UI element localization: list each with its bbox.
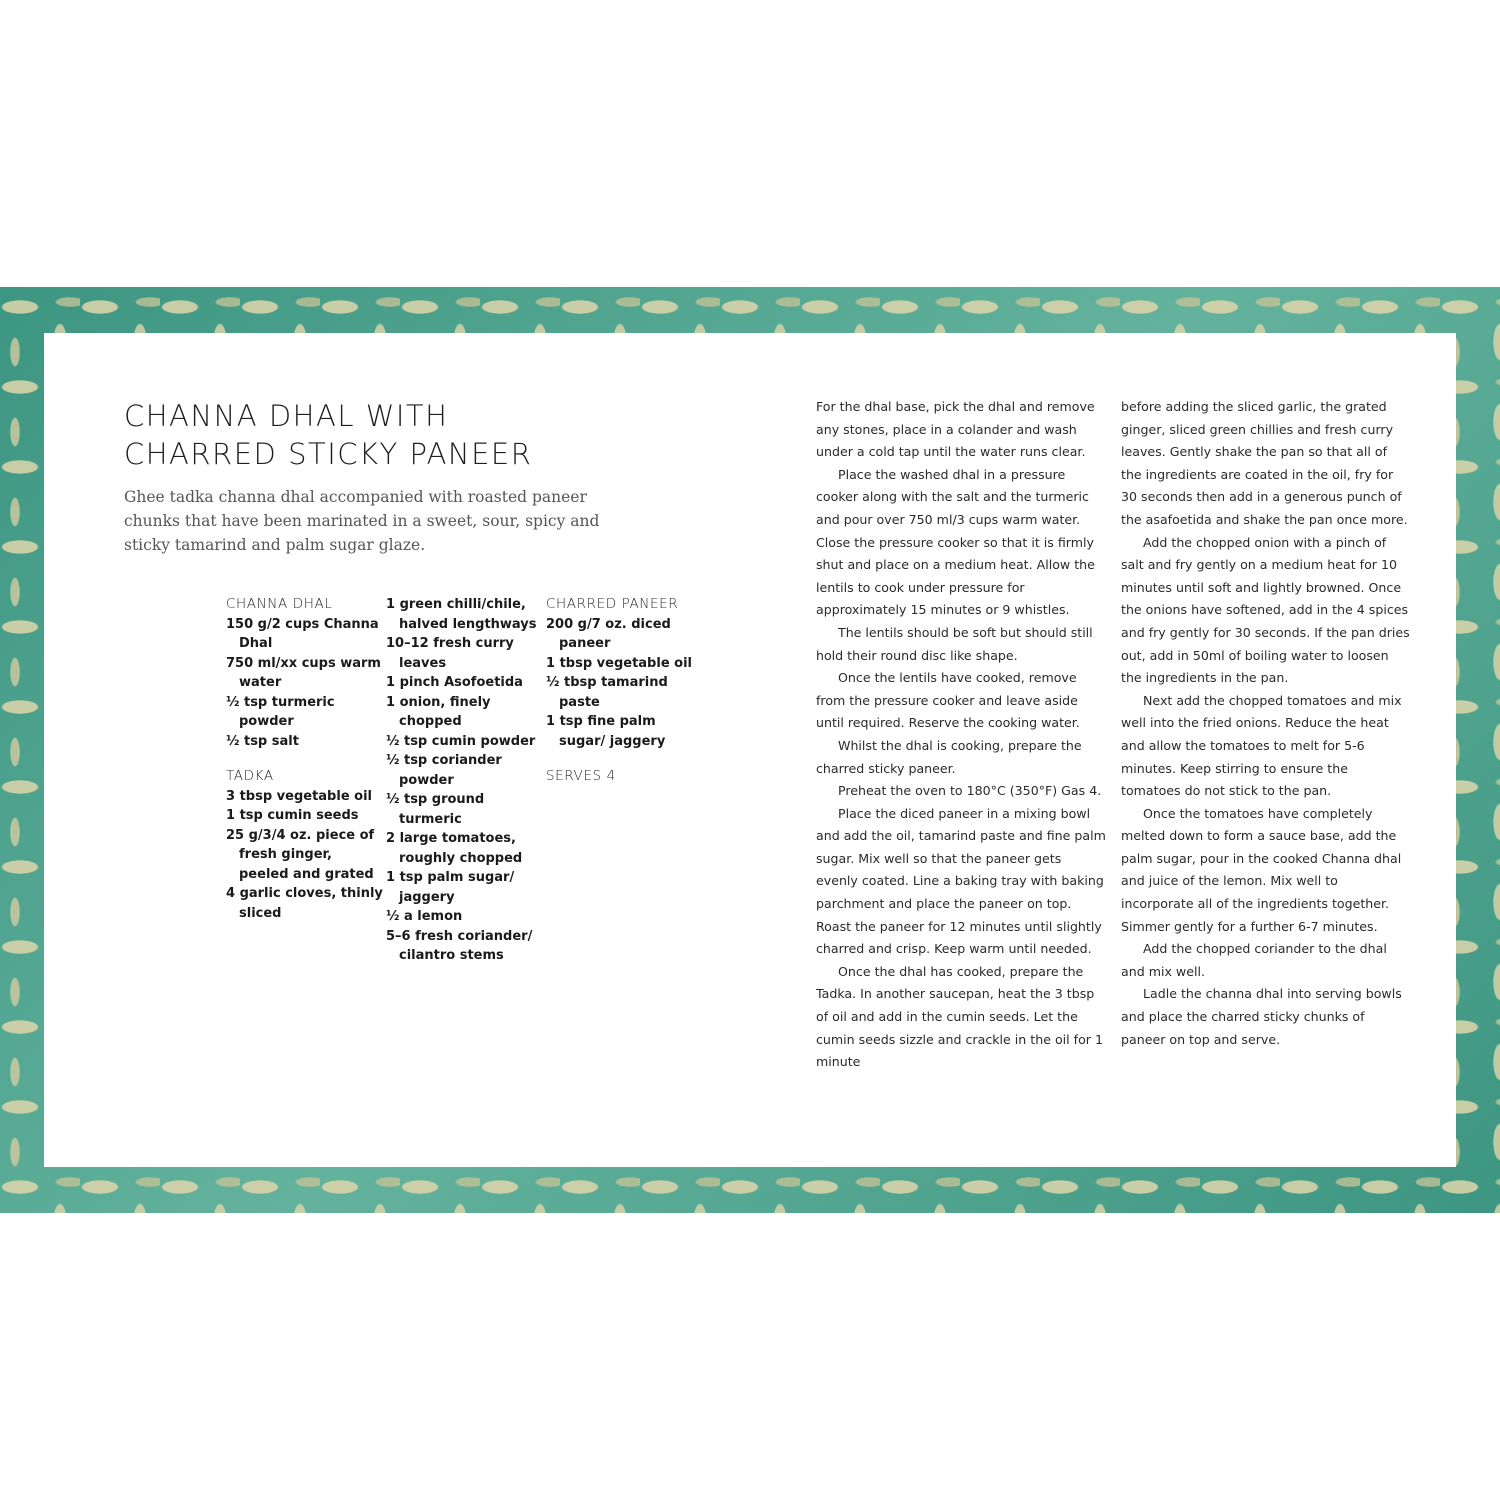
- ingredient-item: 1 green chilli/chile, halved lengthways: [386, 597, 537, 632]
- ingredient-item: 750 ml/xx cups warm water: [226, 655, 381, 690]
- serves-label: SERVES 4: [546, 768, 616, 784]
- recipe-title-line-2: CHARRED STICKY PANEER: [124, 437, 533, 471]
- ingredient-item: 2 large tomatoes, roughly chopped: [386, 831, 523, 866]
- ingredient-item: 1 pinch Asofoetida: [386, 675, 523, 690]
- ingredient-item: 1 tsp cumin seeds: [226, 808, 359, 823]
- ingredients-column-1: [226, 595, 386, 923]
- method-paragraph: Place the diced paneer in a mixing bowl and add the oil, tamarind paste and fine palm sugar. Mix well so that the paneer gets evenly coated. Line a baking tray with baking parchment and place the paneer on top. Roast the paneer for 12 minutes until slightly charred and crisp. Keep warm until needed.: [816, 805, 1106, 957]
- section-heading-channa-dhal: CHANNA DHAL: [226, 596, 333, 612]
- method-column-1: [816, 396, 1106, 1074]
- method-paragraph: Place the washed dhal in a pressure cooker along with the salt and the turmeric and pour over 750 ml/3 cups warm water. Close the pressure cooker so that it is firmly shut and place on a medium heat. Allow the lentils to cook under pressure for approximately 15 minutes or 9 whistles.: [816, 466, 1095, 618]
- method-paragraph: Once the lentils have cooked, remove from the pressure cooker and leave aside until required. Reserve the cooking water.: [816, 670, 1080, 731]
- ingredient-item: ½ tsp ground turmeric: [386, 792, 485, 827]
- ingredient-item: 150 g/2 cups Channa Dhal: [226, 616, 379, 651]
- ingredient-list-channa-dhal: [226, 615, 386, 752]
- recipe-title: [124, 397, 544, 473]
- method-paragraph: Ladle the channa dhal into serving bowls and place the charred sticky chunks of paneer on top and serve.: [1121, 986, 1402, 1047]
- ingredient-item: 4 garlic cloves, thinly sliced: [226, 886, 383, 921]
- ingredient-list-tadka: [226, 787, 386, 924]
- method-paragraph: Add the chopped coriander to the dhal and mix well.: [1121, 941, 1387, 979]
- method-paragraph: Whilst the dhal is cooking, prepare the charred sticky paneer.: [816, 737, 1082, 776]
- ingredients-column-3: [546, 595, 706, 787]
- section-heading-charred-paneer: CHARRED PANEER: [546, 596, 679, 612]
- ingredient-item: ½ tsp turmeric powder: [226, 694, 335, 729]
- ingredient-item: 25 g/3/4 oz. piece of fresh ginger, peeled and grated: [226, 827, 375, 882]
- method-paragraph: Preheat the oven to 180°C (350°F) Gas 4.: [838, 783, 1102, 799]
- ingredient-item: 3 tbsp vegetable oil: [226, 788, 373, 804]
- method-paragraph: Once the dhal has cooked, prepare the Tadka. In another saucepan, heat the 3 tbsp of oil and add in the cumin seeds. Let the cumin seeds sizzle and crackle in the oil for 1 minute: [816, 963, 1103, 1070]
- ingredient-item: 200 g/7 oz. diced paneer: [546, 616, 671, 651]
- ingredient-item: 1 tsp palm sugar/ jaggery: [386, 870, 515, 905]
- method-paragraph: Once the tomatoes have completely melted down to form a sauce base, add the palm sugar, pour in the cooked Channa dhal and juice of the lemon. Mix well to incorporate all of the ingredients together. Simmer gently for a further 6-7 minutes.: [1121, 805, 1402, 934]
- ingredients-column-2: [386, 595, 546, 966]
- ingredient-item: 5–6 fresh coriander/ cilantro stems: [386, 928, 533, 963]
- recipe-intro: Ghee tadka channa dhal accompanied with roasted paneer chunks that have been marinated in a sweet, sour, spicy and sticky tamarind and palm sugar glaze.: [124, 488, 600, 554]
- ingredient-item: 10–12 fresh curry leaves: [386, 636, 514, 671]
- method-paragraph: Add the chopped onion with a pinch of salt and fry gently on a medium heat for 10 minutes until soft and lightly browned. Once the onions have softened, add in the 4 spices and fry gently for 30 seconds. If the pan dries out, add in 50ml of boiling water to loosen the ingredients in the pan.: [1121, 534, 1410, 686]
- method-paragraph: Next add the chopped tomatoes and mix well into the fried onions. Reduce the heat and allow the tomatoes to melt for 5-6 minutes. Keep stirring to ensure the tomatoes do not stick to the pan.: [1121, 692, 1402, 799]
- ingredient-list-charred-paneer: [546, 615, 706, 752]
- ingredient-item: ½ tbsp tamarind paste: [546, 675, 668, 710]
- method-column-2: [1121, 396, 1411, 1051]
- recipe-page: [44, 333, 1456, 1167]
- ingredient-item: ½ a lemon: [386, 909, 463, 924]
- ingredient-item: ½ tsp salt: [226, 733, 299, 749]
- method-paragraph: For the dhal base, pick the dhal and remove any stones, place in a colander and wash under a cold tap until the water runs clear.: [816, 399, 1095, 460]
- method-paragraph: before adding the sliced garlic, the grated ginger, sliced green chillies and fresh curry leaves. Gently shake the pan so that all of the ingredients are coated in the oil, fry for 30 seconds then add in a generous punch of the asafoetida and shake the pan once more.: [1121, 399, 1408, 527]
- ingredient-item: ½ tsp coriander powder: [386, 753, 502, 788]
- ingredient-item: 1 tsp fine palm sugar/ jaggery: [546, 714, 666, 749]
- ingredient-item: 1 tbsp vegetable oil: [546, 655, 693, 671]
- ingredient-item: 1 onion, finely chopped: [386, 694, 491, 729]
- method-paragraph: The lentils should be soft but should still hold their round disc like shape.: [816, 624, 1093, 663]
- ingredient-item: ½ tsp cumin powder: [386, 733, 536, 749]
- recipe-title-line-1: CHANNA DHAL WITH: [124, 399, 449, 433]
- ingredient-list-spices: [386, 595, 546, 966]
- section-heading-tadka: TADKA: [226, 768, 274, 784]
